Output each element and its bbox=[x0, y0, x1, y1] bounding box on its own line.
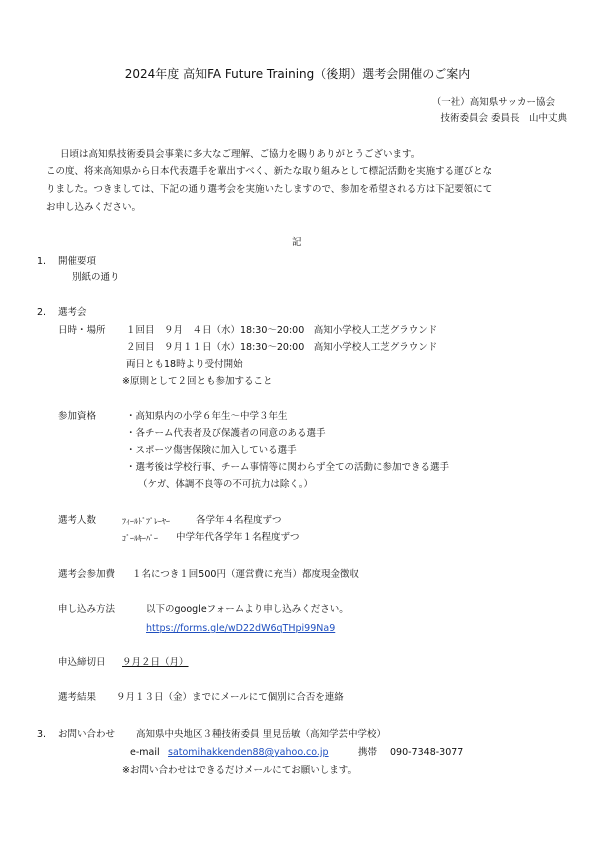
eligibility-item-5: （ケガ、体調不良等の不可抗力は除く。） bbox=[138, 479, 313, 490]
count-field-player-text: 各学年４名程度ずつ bbox=[196, 515, 282, 526]
count-field-player-role: ﾌｨｰﾙﾄﾞﾌﾟﾚｰﾔｰ bbox=[122, 517, 170, 526]
schedule-note-reception: 両日とも18時より受付開始 bbox=[126, 359, 243, 370]
section-2-number: 2. bbox=[37, 307, 47, 318]
section-3-number: 3. bbox=[37, 729, 47, 740]
fee-text: １名につき１回500円（運営費に充当）都度現金徴収 bbox=[132, 569, 359, 580]
apply-form-link[interactable]: https://forms.gle/wD22dW6qTHpi99Na9 bbox=[146, 623, 336, 634]
result-text: ９月１３日（金）までにメールにて個別に合否を連絡 bbox=[116, 692, 344, 703]
contact-person: 高知県中央地区３種技術委員 里見岳敏（高知学芸中学校） bbox=[136, 729, 387, 740]
count-goalkeeper-role: ｺﾞｰﾙｷｰﾊﾟｰ bbox=[122, 534, 158, 543]
count-label: 選考人数 bbox=[58, 515, 97, 526]
sender-name: 技術委員会 委員長 山中丈典 bbox=[440, 113, 567, 124]
intro-line-2: この度、将来高知県から日本代表選手を輩出すべく、新たな取り組みとして標記活動を実施する運びとな bbox=[46, 166, 493, 177]
contact-note: ※お問い合わせはできるだけメールにてお願いします。 bbox=[122, 765, 358, 776]
email-link[interactable]: satomihakkenden88@yahoo.co.jp bbox=[168, 747, 329, 758]
document-title: 2024年度 高知FA Future Training（後期）選考会開催のご案内 bbox=[124, 67, 471, 81]
section-2-heading: 選考会 bbox=[58, 307, 87, 318]
deadline-value: ９月２日（月） bbox=[122, 657, 189, 668]
eligibility-item-2: ・各チーム代表者及び保護者の同意のある選手 bbox=[126, 428, 326, 439]
eligibility-item-1: ・高知県内の小学６年生～中学３年生 bbox=[126, 411, 288, 422]
section-3-heading: お問い合わせ bbox=[58, 729, 116, 740]
section-1-heading: 開催要項 bbox=[58, 256, 97, 267]
sender-org: （一社）高知県サッカー協会 bbox=[431, 97, 555, 108]
email-label: e-mail bbox=[130, 747, 160, 758]
schedule-round-2: ２回目 ９月１１日（水）18:30～20:00 高知小学校人工芝グラウンド bbox=[126, 342, 438, 353]
ki-heading: 記 bbox=[292, 237, 302, 248]
eligibility-item-3: ・スポーツ傷害保険に加入している選手 bbox=[126, 445, 297, 456]
schedule-round-1: １回目 ９月 ４日（水）18:30～20:00 高知小学校人工芝グラウンド bbox=[126, 325, 438, 336]
phone-label: 携帯 bbox=[358, 747, 378, 758]
intro-line-3: りました。つきましては、下記の通り選考会を実施いたしますので、参加を希望される方は下記要領にて bbox=[46, 184, 493, 195]
schedule-note-attendance: ※原則として２回とも参加すること bbox=[122, 376, 273, 387]
section-1-number: 1. bbox=[37, 256, 47, 267]
section-1-body: 別紙の通り bbox=[72, 272, 120, 283]
phone-number: 090-7348-3077 bbox=[390, 747, 464, 758]
intro-line-4: お申し込みください。 bbox=[46, 202, 142, 213]
count-goalkeeper-text: 中学年代各学年１名程度ずつ bbox=[176, 532, 300, 543]
deadline-label: 申込締切日 bbox=[58, 657, 106, 668]
apply-text: 以下のgoogleフォームより申し込みください。 bbox=[146, 604, 349, 615]
eligibility-label: 参加資格 bbox=[58, 411, 97, 422]
result-label: 選考結果 bbox=[58, 692, 97, 703]
intro-line-1: 日頃は高知県技術委員会事業に多大なご理解、ご協力を賜りありがとうございます。 bbox=[60, 149, 421, 160]
eligibility-item-4: ・選考後は学校行事、チーム事情等に関わらず全ての活動に参加できる選手 bbox=[126, 462, 450, 473]
apply-label: 申し込み方法 bbox=[58, 604, 116, 615]
schedule-label: 日時・場所 bbox=[58, 325, 106, 336]
fee-label: 選考会参加費 bbox=[58, 569, 116, 580]
